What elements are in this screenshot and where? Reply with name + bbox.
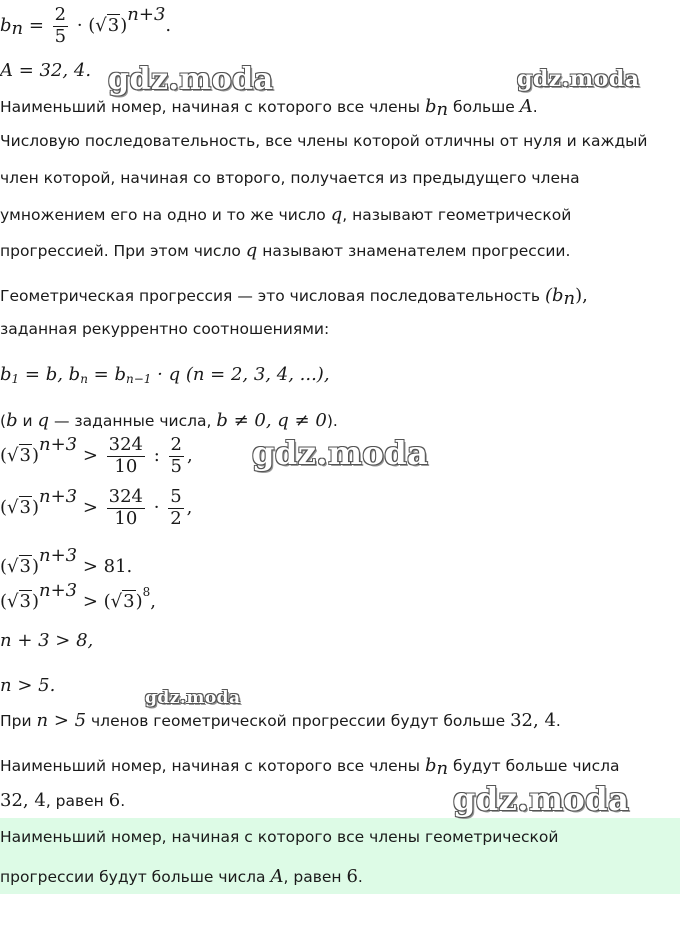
definition-line-3: умножением его на одно и то же число q, называют геометрической bbox=[0, 204, 572, 225]
smallest-a-line: Наименьший номер, начиная с которого все члены $b_n$ больше A. bbox=[0, 96, 538, 120]
definition-line-4: прогрессией. При этом число q называют знаменателем прогрессии. bbox=[0, 240, 571, 261]
recurrence-formula: $b_1 = b$, $b_n = b_{n-1} \cdot q$ (n = 2, 3, 4, ...), bbox=[0, 364, 330, 386]
conditions-line: (b и q — заданные числа, b ≠ 0, q ≠ 0). bbox=[0, 410, 338, 431]
watermark: gdz.moda bbox=[517, 66, 640, 92]
definition-line-2: член которой, начиная со второго, получается из предыдущего члена bbox=[0, 169, 580, 187]
inequality-3: $(√3)^{n+3} > 81$. bbox=[0, 545, 133, 577]
when-line: При n > 5 членов геометрической прогрессии будут больше 32, 4. bbox=[0, 710, 561, 731]
watermark: gdz.moda bbox=[453, 780, 630, 818]
geom-def-line-2: заданная рекуррентно соотношениями: bbox=[0, 320, 330, 338]
watermark: gdz.moda bbox=[252, 434, 429, 472]
a-value: A = 32, 4. bbox=[0, 60, 92, 81]
answer-line-2: прогрессии будут больше числа A, равен 6. bbox=[0, 866, 363, 887]
inequality-6: n > 5. bbox=[0, 675, 56, 696]
result-line-2: 32, 4, равен 6. bbox=[0, 790, 126, 811]
inequality-1: $(√3)^{n+3}$ > $\frac{324}{10}$ : $\frac{2}{5}$ , bbox=[0, 433, 193, 477]
inequality-2: $(√3)^{n+3}$ > $\frac{324}{10}$ · $\frac{5}{2}$ , bbox=[0, 485, 193, 529]
result-line-1: Наименьший номер, начиная с которого все члены $b_n$ будут больше числа bbox=[0, 755, 620, 779]
watermark: gdz.moda bbox=[108, 62, 274, 97]
definition-line-1: Числовую последовательность, все члены которой отличны от нуля и каждый bbox=[0, 132, 648, 150]
watermark: gdz.moda bbox=[145, 688, 241, 708]
answer-line-1: Наименьший номер, начиная с которого все члены геометрической bbox=[0, 828, 559, 846]
inequality-4: $(√3)^{n+3} > (√3)^8$, bbox=[0, 580, 157, 612]
geom-def-line-1: Геометрическая прогрессия — это числовая последовательность $(b_n)$, bbox=[0, 285, 588, 309]
formula-bn: $b_n$ = $\frac{2}{5}$ · $(√3)^{n+3}$. bbox=[0, 3, 172, 47]
inequality-5: n + 3 > 8, bbox=[0, 630, 94, 651]
